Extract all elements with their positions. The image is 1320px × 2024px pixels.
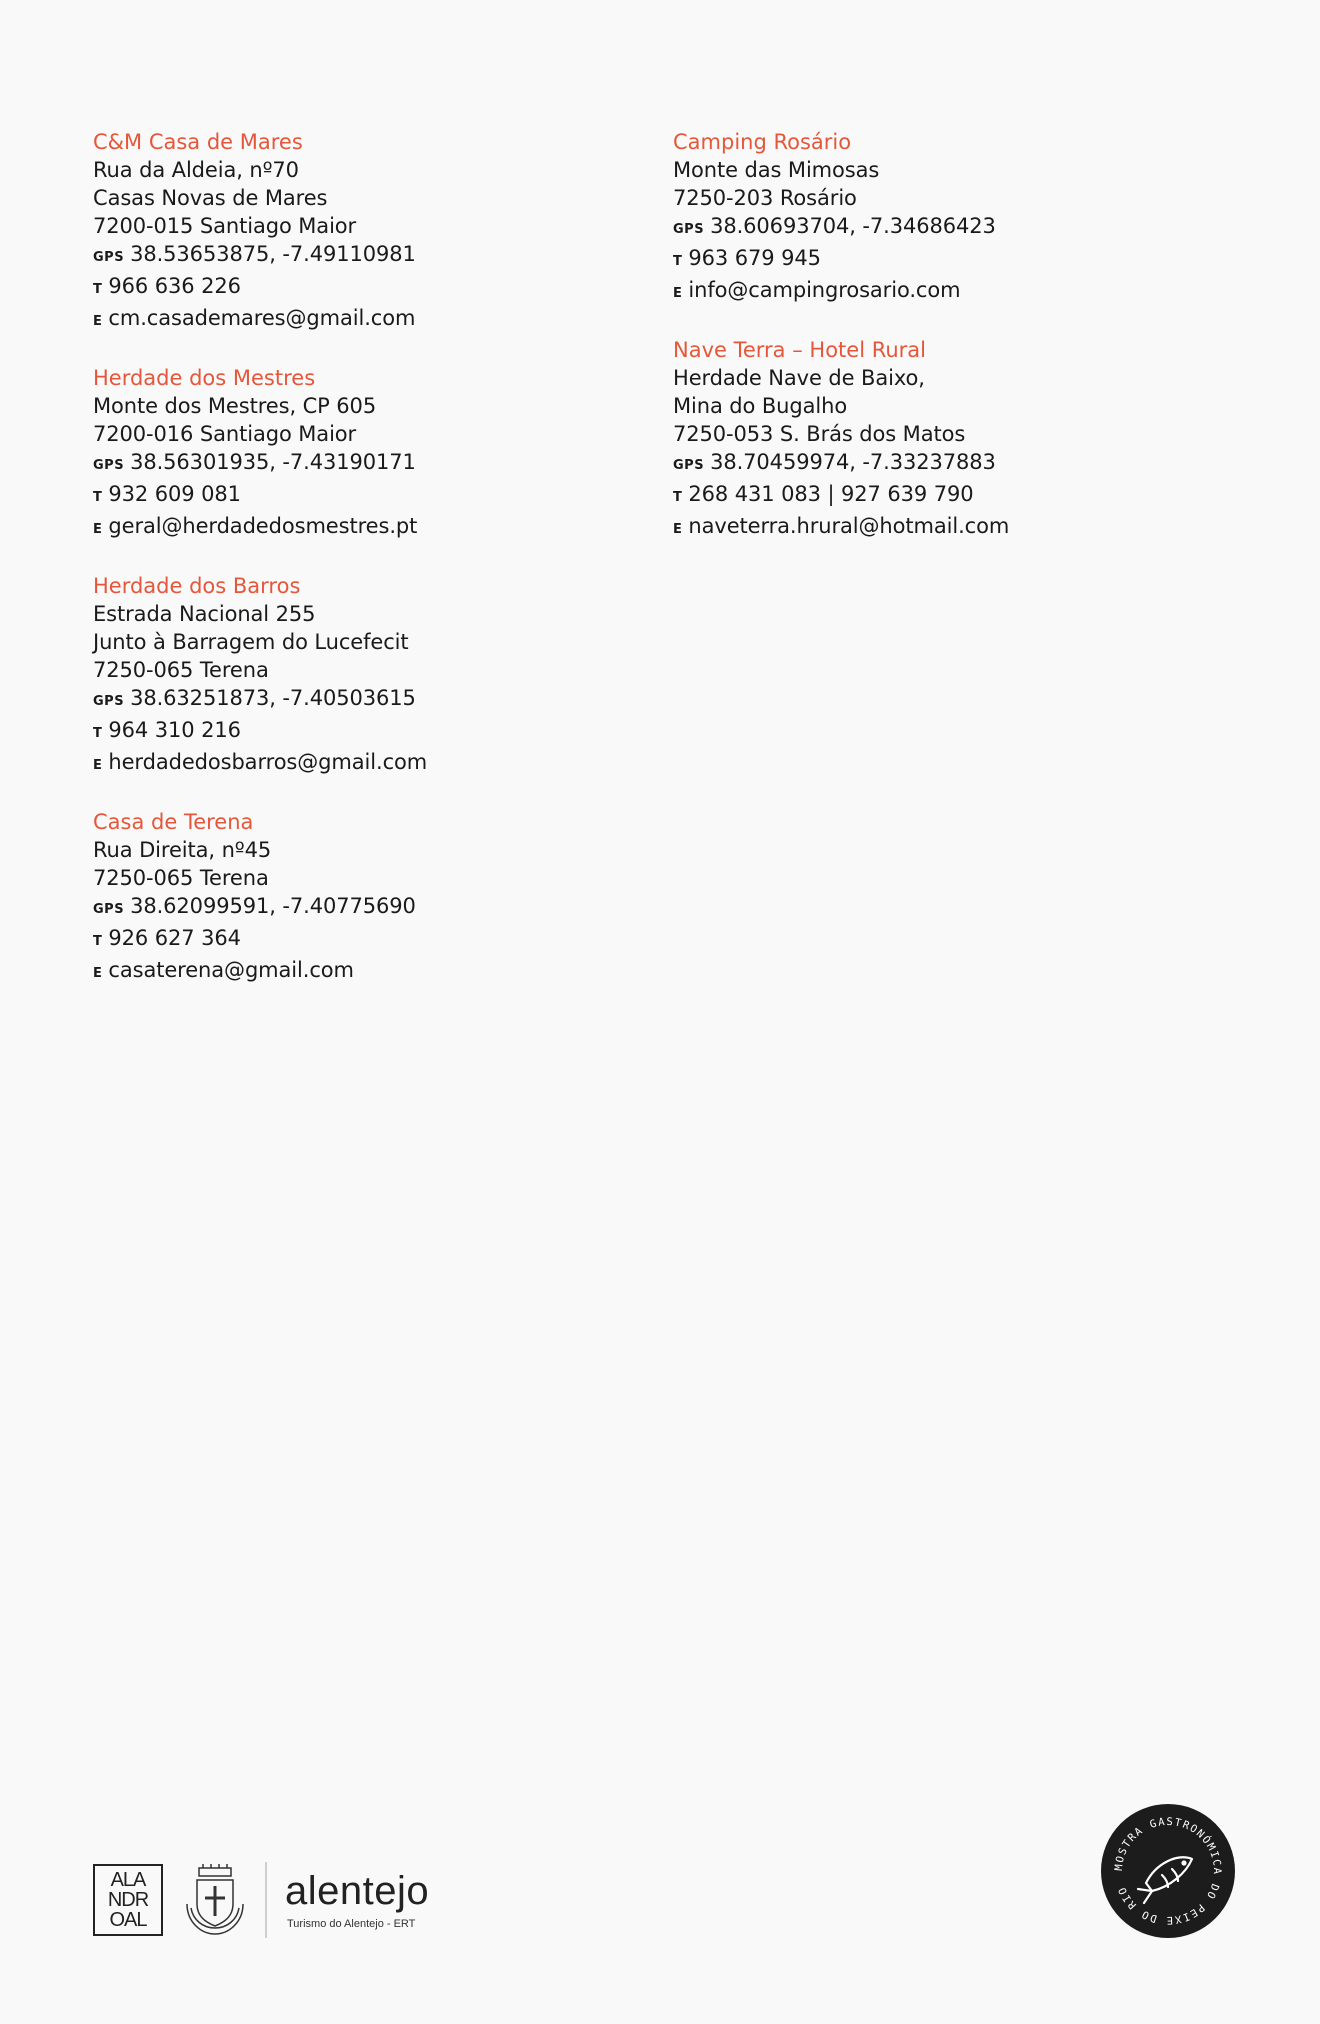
email-label: E (93, 522, 103, 537)
email-address[interactable]: geral@herdadedosmestres.pt (108, 514, 418, 538)
phone-number-line (673, 244, 1193, 276)
alandroal-logo (93, 1864, 163, 1936)
gps-coordinates-line (673, 448, 1193, 480)
phone-label: T (93, 282, 103, 297)
gps-coordinates: 38.70459974, -7.33237883 (710, 450, 996, 474)
phone-label: T (93, 726, 103, 741)
gps-label: GPS (93, 694, 125, 709)
address-line: Casas Novas de Mares (93, 186, 328, 210)
gps-coordinates: 38.56301935, -7.43190171 (130, 450, 416, 474)
address-line: 7250-065 Terena (93, 658, 269, 682)
badge-text: MOSTRA GASTRONÓMICA DO PEIXE DO RIO (1112, 1815, 1224, 1927)
phone-number-line (673, 480, 1193, 512)
email-address-line (93, 956, 613, 988)
phone-number[interactable]: 268 431 083 | 927 639 790 (688, 482, 974, 506)
gps-coordinates: 38.63251873, -7.40503615 (130, 686, 416, 710)
gps-coordinates: 38.53653875, -7.49110981 (130, 242, 416, 266)
alandroal-logo-line: ALA (110, 1869, 146, 1891)
gps-coordinates-line (673, 212, 1193, 244)
accommodation-entry (93, 572, 613, 780)
email-label: E (673, 522, 683, 537)
email-address[interactable]: casaterena@gmail.com (108, 958, 354, 982)
email-address-line (673, 276, 1193, 308)
address-line: Monte dos Mestres, CP 605 (93, 394, 377, 418)
accommodation-entry (93, 128, 613, 336)
phone-number[interactable]: 964 310 216 (108, 718, 241, 742)
email-address[interactable]: naveterra.hrural@hotmail.com (688, 514, 1010, 538)
accommodation-name: Casa de Terena (93, 810, 254, 834)
address-line: 7250-203 Rosário (673, 186, 857, 210)
right-column (673, 128, 1193, 572)
alentejo-wordmark: alentejo (285, 1869, 430, 1913)
alandroal-logo-line: NDR (107, 1889, 149, 1911)
phone-label: T (93, 490, 103, 505)
accommodation-name: Camping Rosário (673, 130, 852, 154)
alandroal-logo-line: OAL (109, 1909, 147, 1931)
gps-coordinates: 38.60693704, -7.34686423 (710, 214, 996, 238)
gps-label: GPS (93, 902, 125, 917)
address-line: Rua Direita, nº45 (93, 838, 272, 862)
left-column (93, 128, 613, 1016)
gps-coordinates: 38.62099591, -7.40775690 (130, 894, 416, 918)
alentejo-logo (285, 1870, 429, 1930)
email-address-line (93, 304, 613, 336)
phone-number-line (93, 716, 613, 748)
phone-number[interactable]: 926 627 364 (108, 926, 241, 950)
address-line: Mina do Bugalho (673, 394, 848, 418)
phone-number-line (93, 924, 613, 956)
address-line: Estrada Nacional 255 (93, 602, 316, 626)
mostra-gastronomica-badge (1100, 1803, 1236, 1939)
gps-coordinates-line (93, 684, 613, 716)
phone-number[interactable]: 963 679 945 (688, 246, 821, 270)
footer-logos (93, 1860, 429, 1940)
accommodation-name: Herdade dos Mestres (93, 366, 316, 390)
address-line: 7200-016 Santiago Maior (93, 422, 357, 446)
footer-divider (265, 1862, 267, 1938)
gps-label: GPS (93, 250, 125, 265)
alentejo-subtitle: Turismo do Alentejo - ERT (287, 1918, 416, 1930)
gps-label: GPS (673, 222, 705, 237)
email-label: E (93, 314, 103, 329)
address-line: Herdade Nave de Baixo, (673, 366, 925, 390)
phone-label: T (93, 934, 103, 949)
address-line: Junto à Barragem do Lucefecit (93, 630, 409, 654)
accommodation-entry (93, 808, 613, 988)
accommodation-name: Nave Terra – Hotel Rural (673, 338, 926, 362)
phone-number[interactable]: 932 609 081 (108, 482, 241, 506)
phone-number-line (93, 272, 613, 304)
address-line: 7250-065 Terena (93, 866, 269, 890)
phone-label: T (673, 490, 683, 505)
email-label: E (93, 966, 103, 981)
phone-label: T (673, 254, 683, 269)
email-label: E (93, 758, 103, 773)
phone-number[interactable]: 966 636 226 (108, 274, 241, 298)
address-line: 7250-053 S. Brás dos Matos (673, 422, 966, 446)
gps-label: GPS (93, 458, 125, 473)
email-label: E (673, 286, 683, 301)
phone-number-line (93, 480, 613, 512)
accommodation-name: Herdade dos Barros (93, 574, 301, 598)
accommodation-name: C&M Casa de Mares (93, 130, 303, 154)
gps-coordinates-line (93, 240, 613, 272)
email-address[interactable]: info@campingrosario.com (688, 278, 961, 302)
accommodation-entry (673, 128, 1193, 308)
email-address[interactable]: cm.casademares@gmail.com (108, 306, 416, 330)
municipal-crest-icon (183, 1864, 247, 1936)
email-address-line (673, 512, 1193, 544)
email-address-line (93, 512, 613, 544)
email-address-line (93, 748, 613, 780)
gps-coordinates-line (93, 448, 613, 480)
accommodation-entry (673, 336, 1193, 544)
gps-coordinates-line (93, 892, 613, 924)
accommodation-entry (93, 364, 613, 544)
gps-label: GPS (673, 458, 705, 473)
address-line: 7200-015 Santiago Maior (93, 214, 357, 238)
address-line: Monte das Mimosas (673, 158, 880, 182)
address-line: Rua da Aldeia, nº70 (93, 158, 299, 182)
email-address[interactable]: herdadedosbarros@gmail.com (108, 750, 428, 774)
